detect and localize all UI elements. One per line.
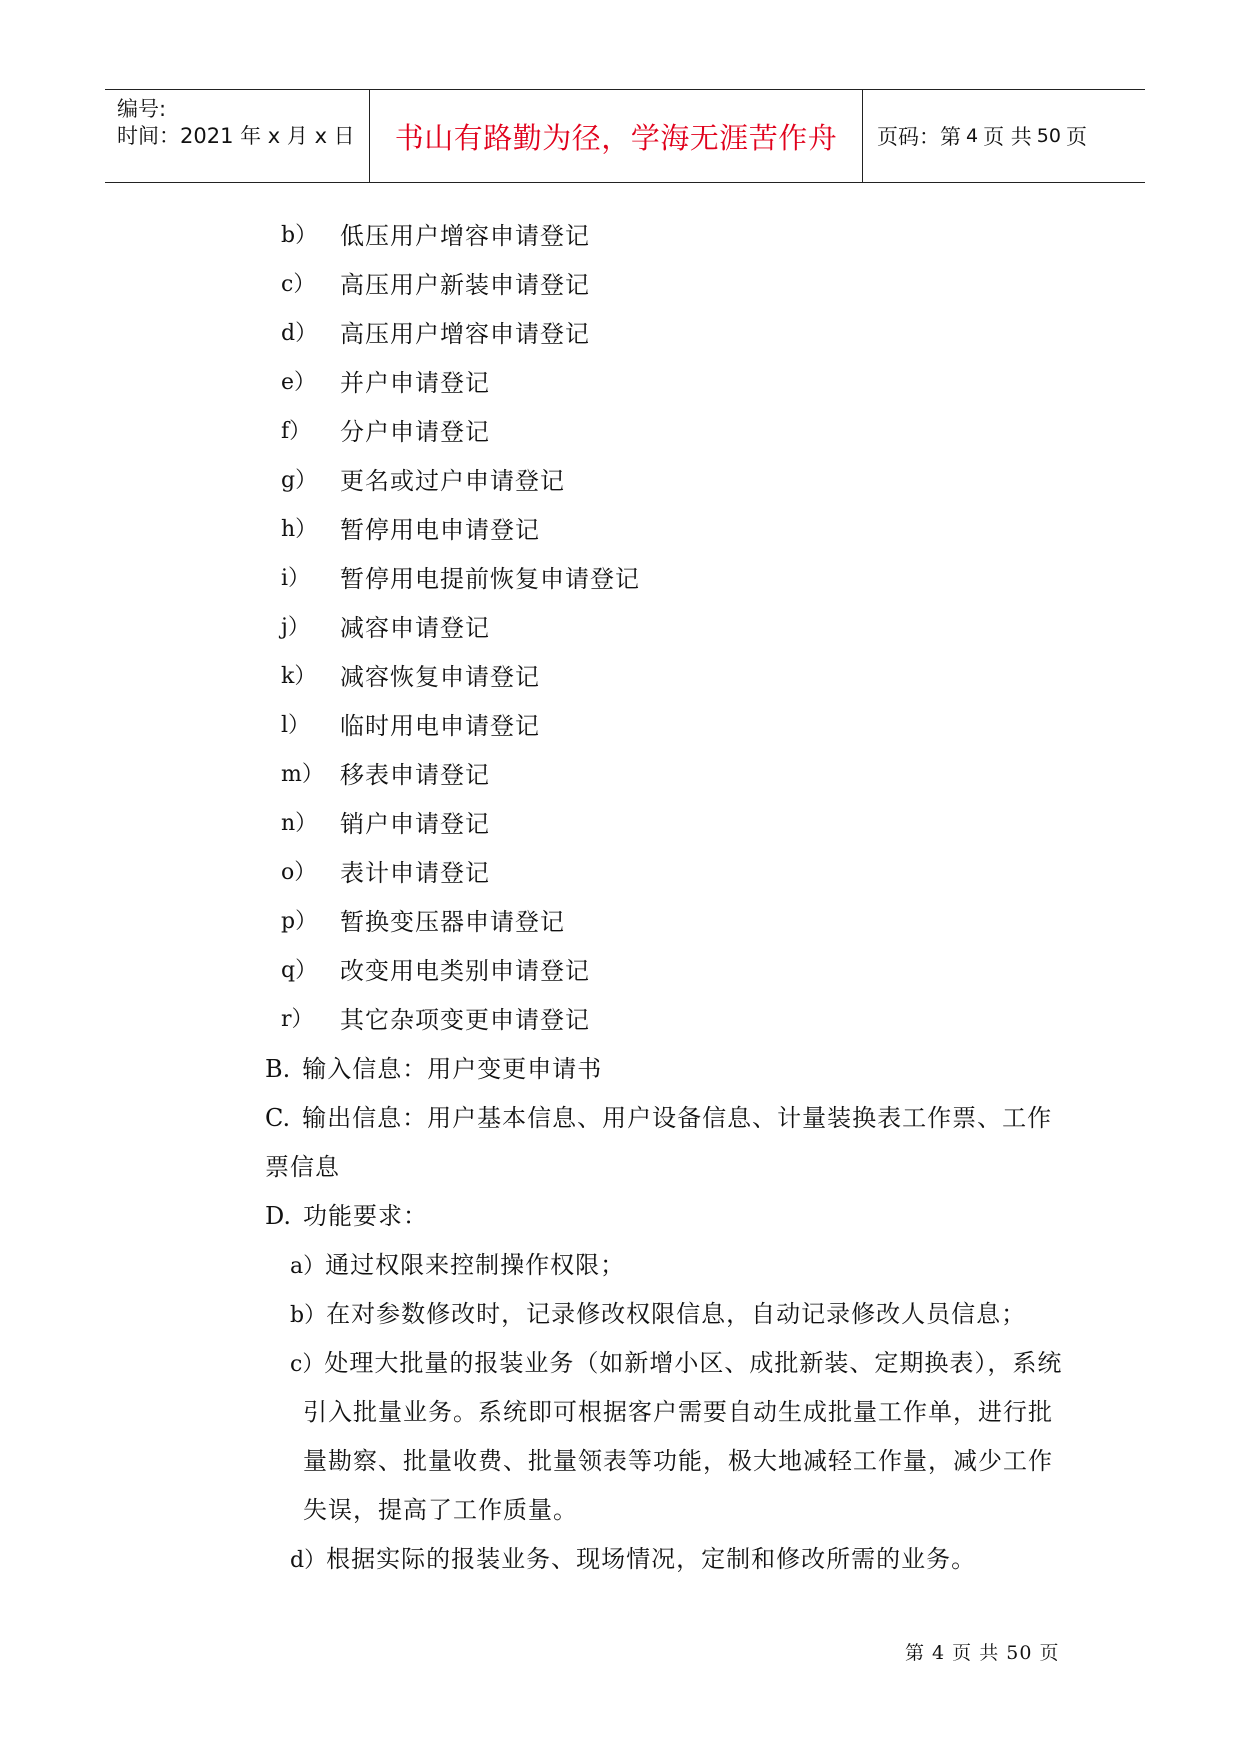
list-item-text: 移表申请登记 [340,761,490,789]
requirement-a-lead: a） [290,1254,326,1279]
header-motto: 书山有路勤为径，学海无涯苦作舟 [394,120,838,155]
list-item-text: 暂停用电提前恢复申请登记 [340,565,640,593]
list-item-text: 其它杂项变更申请登记 [340,1006,590,1034]
requirement-a [290,1250,625,1282]
list-item-mark: b） [281,223,318,248]
section-b-text: 输入信息：用户变更申请书 [302,1055,603,1083]
list-item-text: 并户申请登记 [340,369,490,397]
section-d [265,1201,428,1231]
list-item-mark: g） [281,468,318,493]
section-b [265,1054,602,1084]
list-item-text: 临时用电申请登记 [340,712,540,740]
list-item-mark: p） [281,909,318,934]
page-footer-number: 第 4 页 共 50 页 [905,1642,1060,1664]
list-item-mark: n） [281,811,318,836]
page-header [105,89,1145,183]
header-page-cell [863,90,1145,182]
list-item-mark: c） [281,272,316,297]
section-d-text: 功能要求： [303,1202,429,1230]
list-item-text: 改变用电类别申请登记 [340,957,590,985]
requirement-c-lead: c） [290,1352,325,1377]
section-c-text: 输出信息：用户基本信息、用户设备信息、计量装换表工作票、工作 [302,1104,1053,1132]
requirement-d [290,1544,976,1576]
list-item-text: 高压用户增容申请登记 [340,320,590,348]
section-c-continuation: 票信息 [265,1153,340,1181]
list-item-text: 分户申请登记 [340,418,490,446]
section-c [265,1103,1052,1133]
section-c-lead: C. [265,1104,291,1132]
requirement-b [290,1299,1026,1331]
requirement-b-text: 在对参数修改时，记录修改权限信息，自动记录修改人员信息； [326,1300,1027,1328]
page-label-prefix: 页码：第 [877,125,961,149]
requirement-d-lead: d） [290,1548,327,1573]
list-item-mark: k） [281,664,317,689]
requirement-c-continuation-3: 失误，提高了工作质量。 [303,1496,578,1524]
section-d-lead: D. [265,1202,292,1230]
list-item-text: 低压用户增容申请登记 [340,222,590,250]
list-item-mark: d） [281,321,318,346]
requirement-c-text: 处理大批量的报装业务（如新增小区、成批新装、定期换表），系统 [324,1349,1063,1377]
page-label-mid: 页 共 [983,125,1032,149]
list-item-mark: h） [281,517,318,542]
list-item-text: 高压用户新装申请登记 [340,271,590,299]
page-total: 50 [1036,125,1061,147]
document-time: 时间：2021 年 x 月 x 日 [117,124,355,148]
section-b-lead: B. [265,1055,291,1083]
document-number-label: 编号: [117,97,167,121]
list-item-text: 销户申请登记 [340,810,490,838]
page-current: 4 [966,125,979,147]
requirement-b-lead: b） [290,1303,327,1328]
list-item-mark: l） [281,713,311,738]
requirement-c-continuation-2: 量勘察、批量收费、批量领表等功能，极大地减轻工作量，减少工作 [303,1447,1053,1475]
list-item-mark: e） [281,370,317,395]
list-item-mark: o） [281,860,317,885]
requirement-d-text: 根据实际的报装业务、现场情况，定制和修改所需的业务。 [326,1545,977,1573]
list-item-mark: j） [281,615,310,640]
header-meta-cell [105,90,370,182]
requirement-a-text: 通过权限来控制操作权限； [325,1251,626,1279]
list-item-mark: f） [281,419,312,444]
list-item-text: 减容申请登记 [340,614,490,642]
list-item-text: 暂换变压器申请登记 [340,908,565,936]
requirement-c [290,1348,1062,1380]
page-label-suffix: 页 [1065,125,1087,149]
list-item-mark: r） [281,1007,314,1032]
list-item-text: 减容恢复申请登记 [340,663,540,691]
list-item-text: 暂停用电申请登记 [340,516,540,544]
list-item-text: 更名或过户申请登记 [340,467,565,495]
list-item-text: 表计申请登记 [340,859,490,887]
requirement-c-continuation-1: 引入批量业务。系统即可根据客户需要自动生成批量工作单，进行批 [303,1398,1053,1426]
list-item-mark: m） [281,762,324,787]
header-motto-cell [370,90,863,182]
list-item-mark: q） [281,958,318,983]
list-item-mark: i） [281,566,311,591]
